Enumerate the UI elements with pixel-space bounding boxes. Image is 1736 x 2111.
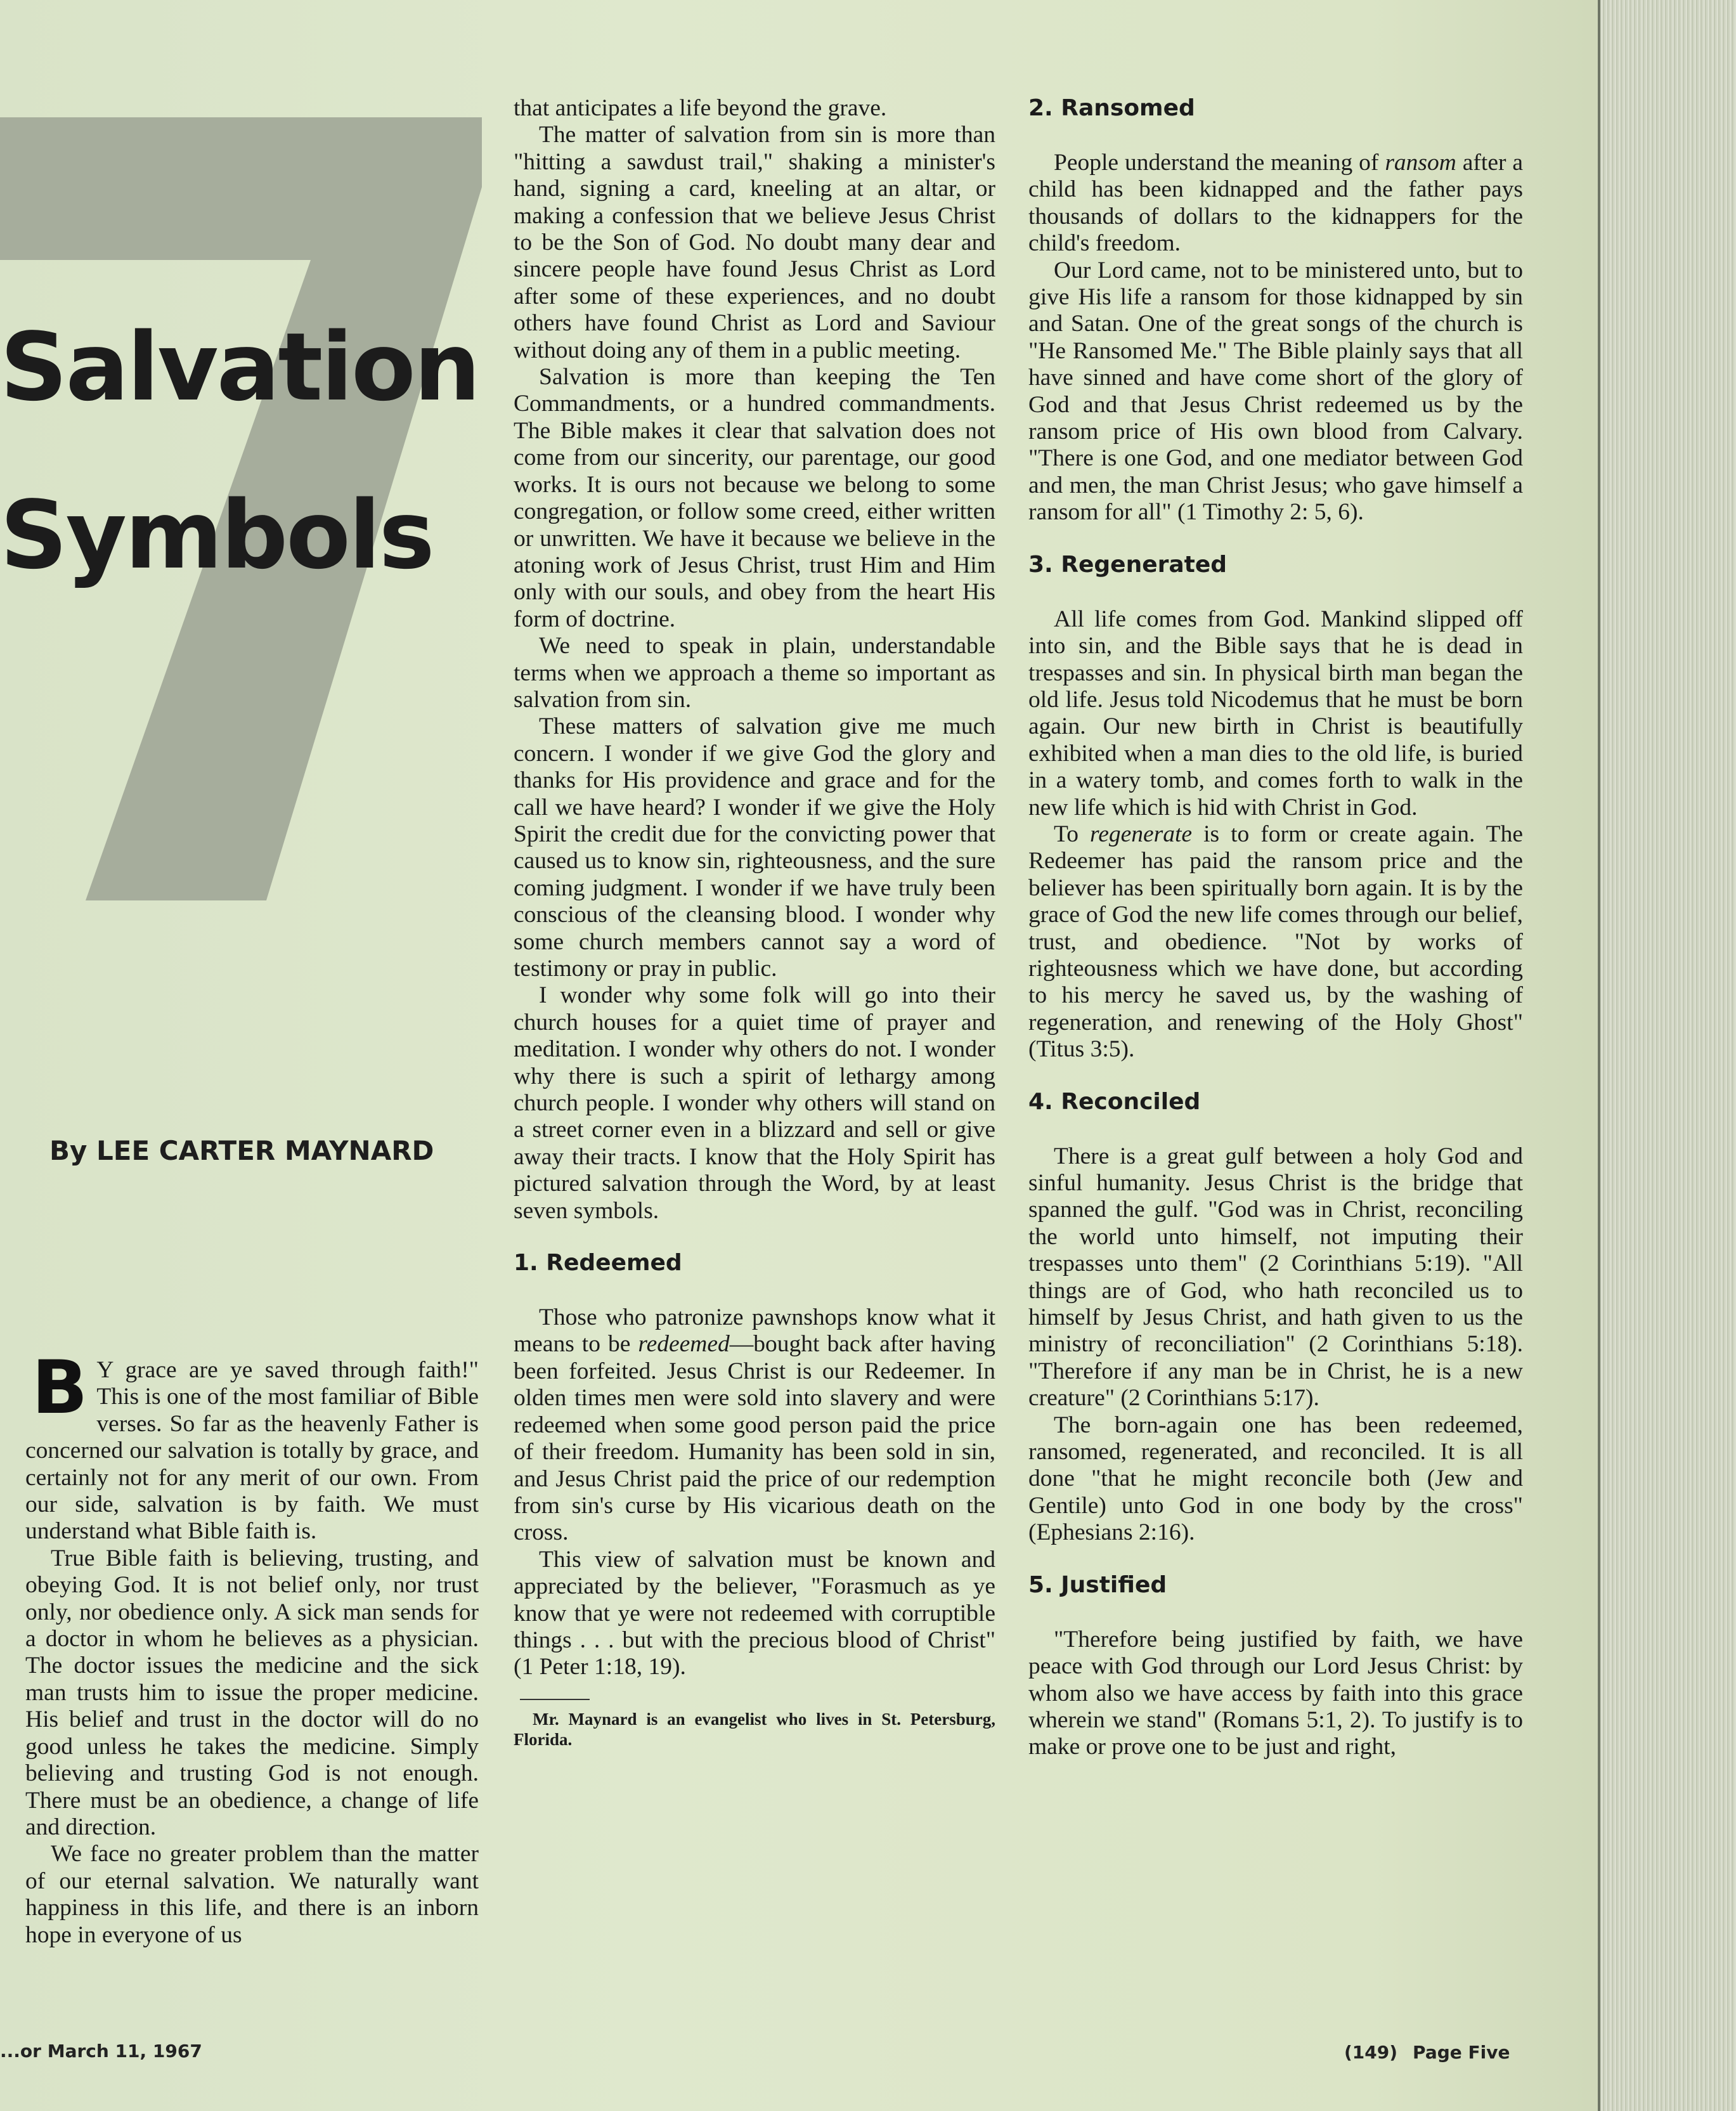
intro-paragraph: B Y grace are ye saved through faith!" This is one of the most familiar of Bible verses. So far as the heavenly Father is concerned our salvation is totally by grace, and certainly not for any merit of our own. From our side, salvation is by faith. We must understand what Bible faith is. xyxy=(25,1345,479,1545)
book-page-edge xyxy=(1598,0,1736,2111)
body-paragraph: that anticipates a life beyond the grave. xyxy=(514,95,887,121)
section-heading-redeemed: 1. Redeemed xyxy=(514,1250,682,1276)
drop-cap: B xyxy=(32,1345,88,1431)
body-paragraph: These matters of salvation give me much concern. I wonder if we give God the glory and thanks for His providence and grace and for the call we have heard? I wonder if we give the Holy Spirit the credit due for the convicting power that caused us to know sin, righteousness, and the sure coming judgment. I wonder if we have truly been conscious of the cleansing blood. I wonder why some church members cannot say a word of testimony or pray in public. xyxy=(514,713,995,982)
body-paragraph: I wonder why some folk will go into their church houses for a quiet time of prayer and meditation. I wonder why others do not. I wonder why there is such a spirit of lethargy among church people. I wonder why others will stand on a street corner even in a blizzard and sell or give away their tracts. I know that the Holy Spirit has pictured salvation through the Word, by at least seven symbols. xyxy=(514,982,995,1224)
column-2 xyxy=(514,95,995,1750)
page-label: Page Five xyxy=(1413,2042,1510,2063)
section-heading-regenerated: 3. Regenerated xyxy=(1028,551,1228,578)
body-paragraph: There is a great gulf between a holy God and sinful humanity. Jesus Christ is the bridge that spanned the gulf. "God was in Christ, reconciling the world unto himself, not imputing their trespasses unto them" (2 Corinthians 5:19). "All things are of God, who hath reconciled us to himself by Jesus Christ, and hath given to us the ministry of reconciliation" (2 Corinthians 5:18). "Therefore if any man be in Christ, he is a new creature" (2 Corinthians 5:17). xyxy=(1028,1143,1523,1412)
body-paragraph: Our Lord came, not to be ministered unto, but to give His life a ransom for those kidnapped by sin and Satan. One of the great songs of the church is "He Ransomed Me." The Bible plainly says that all have sinned and have come short of the glory of God and that Jesus Christ redeemed us by the ransom price of His own blood from Calvary. "There is one God, and one mediator between God and men, the man Christ Jesus; who gave himself a ransom for all" (1 Timothy 2: 5, 6). xyxy=(1028,257,1523,526)
body-paragraph: To regenerate is to form or create again. The Redeemer has paid the ransom price and the believer has been spiritually born again. It is by the grace of God the new life comes through our belief, trust, and obedience. "Not by works of righteousness which we have done, but according to his mercy he saved us, by the washing of regeneration, and renewing of the Holy Ghost" (Titus 3:5). xyxy=(1028,821,1523,1063)
body-paragraph: This view of salvation must be known and appreciated by the believer, "Forasmuch as ye know that ye were not redeemed with corruptible things . . . but with the precious blood of Christ" (1 Peter 1:18, 19). xyxy=(514,1546,995,1680)
title-line-1: Salvation xyxy=(0,313,479,422)
body-paragraph: All life comes from God. Mankind slipped off into sin, and the Bible says that he is dead in trespasses and sin. In physical birth man began the old life. Jesus told Nicodemus that he must be born again. Our new birth in Christ is beautifully exhibited when a man dies to the old life, is buried in a watery tomb, and comes forth to walk in the new life which is hid with Christ in God. xyxy=(1028,606,1523,821)
body-paragraph: Those who patronize pawnshops know what it means to be redeemed—bought back after having been forfeited. Jesus Christ is our Redeemer. In olden times men were sold into slavery and were redeemed when some good person paid the price of their freedom. Humanity has been sold in sin, and Jesus Christ paid the price of our redemption from sin's curse by His vicarious death on the cross. xyxy=(514,1304,995,1546)
column-1 xyxy=(25,1345,479,1949)
body-paragraph: True Bible faith is believing, trusting, and obeying God. It is not belief only, nor trust only, nor obedience only. A sick man sends for a doctor in whom he believes as a physician. The doctor issues the medicine and the sick man trusts him to issue the proper medicine. His belief and trust in the doctor will do no good unless he takes the medicine. Simply believing and trusting God is not enough. There must be an obedience, a change of life and direction. xyxy=(25,1545,479,1840)
footer-page xyxy=(1344,2042,1510,2063)
body-paragraph: Salvation is more than keeping the Ten Commandments, or a hundred commandments. The Bible makes it clear that salvation does not come from our sincerity, our parentage, our good works. It is ours not because we belong to some congregation, or follow some creed, either written or unwritten. We have it because we believe in the atoning work of Jesus Christ, trust Him and Him only with our souls, and obey from the heart His form of doctrine. xyxy=(514,364,995,632)
footer-date: ...or March 11, 1967 xyxy=(0,2041,202,2062)
body-paragraph: We need to speak in plain, understandable terms when we approach a theme so important as salvation from sin. xyxy=(514,633,995,713)
title-line-2: Symbols xyxy=(0,481,433,590)
section-heading-ransomed: 2. Ransomed xyxy=(1028,95,1195,121)
page-number: (149) xyxy=(1344,2042,1398,2063)
footnote-rule xyxy=(520,1699,590,1700)
section-heading-justified: 5. Justified xyxy=(1028,1571,1167,1598)
body-paragraph: People understand the meaning of ransom after a child has been kidnapped and the father pays thousands of dollars to the kidnappers for the child's freedom. xyxy=(1028,150,1524,257)
section-heading-reconciled: 4. Reconciled xyxy=(1028,1088,1201,1115)
body-paragraph: "Therefore being justified by faith, we have peace with God through our Lord Jesus Christ: by whom also we have access by faith into this grace wherein we stand" (Romans 5:1, 2). To justify is to make or prove one to be just and right, xyxy=(1028,1626,1523,1760)
body-paragraph: We face no greater problem than the matter of our eternal salvation. We naturally want happiness in this life, and there is an inborn hope in everyone of us xyxy=(25,1841,479,1948)
body-paragraph: The born-again one has been redeemed, ransomed, regenerated, and reconciled. It is all done "that he might reconcile both (Jew and Gentile) unto God in one body by the cross" (Ephesians 2:16). xyxy=(1028,1412,1523,1546)
author-footnote: Mr. Maynard is an evangelist who lives in St. Petersburg, Florida. xyxy=(514,1709,995,1749)
body-paragraph: The matter of salvation from sin is more than "hitting a sawdust trail," shaking a minister's hand, signing a card, kneeling at an altar, or making a confession that we believe Jesus Christ to be the Son of God. No doubt many dear and sincere people have found Jesus Christ as Lord after some of these experiences, and no doubt others have found Christ as Lord and Saviour without doing any of them in a public meeting. xyxy=(514,122,995,363)
column-3 xyxy=(1028,95,1523,1761)
byline: By LEE CARTER MAYNARD xyxy=(49,1135,434,1166)
